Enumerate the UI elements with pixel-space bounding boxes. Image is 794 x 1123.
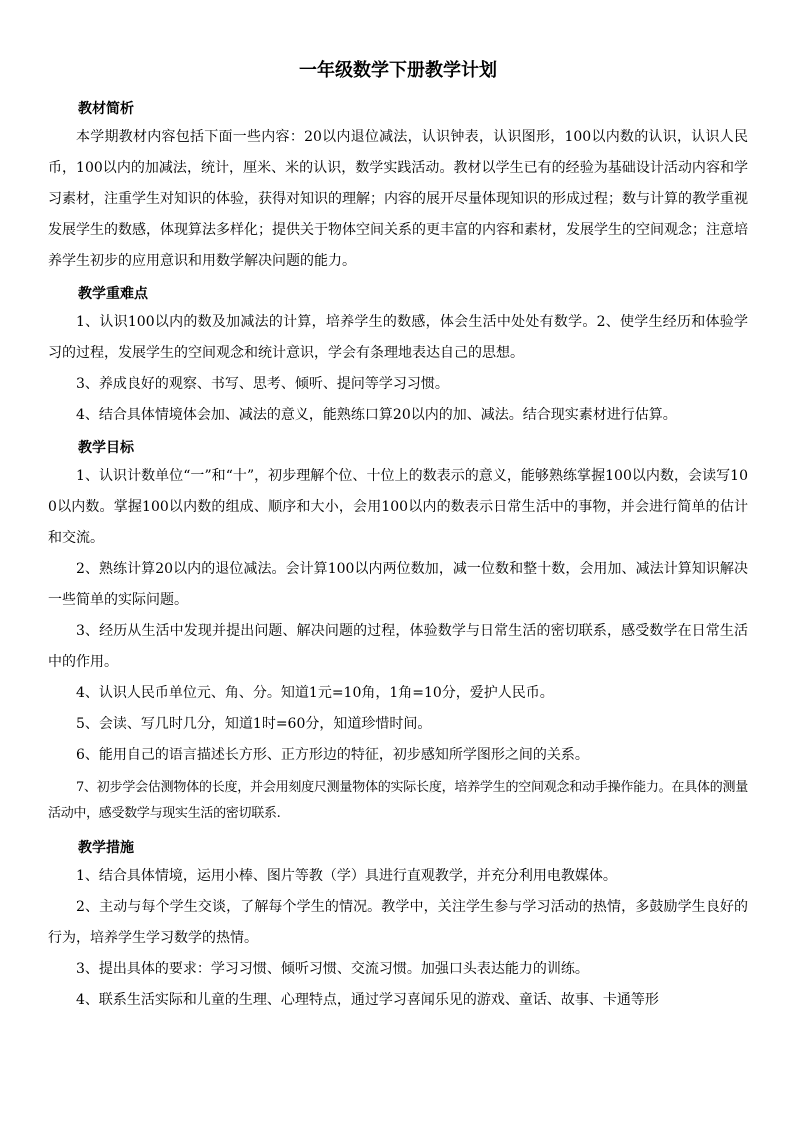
paragraph: 2、熟练计算20以内的退位减法。会计算100以内两位数加，减一位数和整十数，会用加、减法计算知识解决一些简单的实际问题。 [48,561,748,608]
paragraph: 2、主动与每个学生交谈，了解每个学生的情况。教学中，关注学生参与学习活动的热情，多鼓励学生良好的行为，培养学生学习数学的热情。 [48,899,748,946]
section-teaching-measures [48,835,748,1016]
document-title: 一年级数学下册教学计划 [299,60,497,81]
paragraph: 4、认识人民币单位元、角、分。知道1元=10角，1角=10分，爱护人民币。 [76,685,554,701]
section-teaching-goals [48,435,748,827]
paragraph: 6、能用自己的语言描述长方形、正方形边的特征，初步感知所学图形之间的关系。 [76,747,589,763]
section-heading: 教学目标 [78,440,134,456]
paragraph: 3、经历从生活中发现并提出问题、解决问题的过程，体验数学与日常生活的密切联系，感受数学在日常生活中的作用。 [48,623,748,670]
paragraph: 7、初步学会估测物体的长度，并会用刻度尺测量物体的实际长度，培养学生的空间观念和动手操作能力。在具体的测量活动中，感受数学与现实生活的密切联系. [48,780,748,821]
paragraph: 1、认识100以内的数及加减法的计算，培养学生的数感，体会生活中处处有数学。2、使学生经历和体验学习的过程，发展学生的空间观念和统计意识，学会有条理地表达自己的思想。 [48,314,748,361]
paragraph: 1、认识计数单位“一”和“十”，初步理解个位、十位上的数表示的意义，能够熟练掌握100以内数，会读写100以内数。掌握100以内数的组成、顺序和大小，会用100以内的数表示日常生活中的事物，并会进行简单的估计和交流。 [48,468,748,546]
paragraph: 4、联系生活实际和儿童的生理、心理特点，通过学习喜闻乐见的游戏、童话、故事、卡通等形 [76,992,659,1008]
section-key-difficulties [48,281,748,431]
section-heading: 教学措施 [78,840,134,856]
document-page [48,56,748,1016]
section-textbook-analysis [48,96,748,277]
paragraph: 5、会读、写几时几分，知道1时=60分，知道珍惜时间。 [76,716,432,732]
paragraph: 3、养成良好的观察、书写、思考、倾听、提问等学习习惯。 [76,376,449,392]
paragraph: 4、结合具体情境体会加、减法的意义，能熟练口算20以内的加、减法。结合现实素材进行估算。 [76,407,677,423]
section-heading: 教材简析 [78,101,134,117]
section-heading: 教学重难点 [78,286,148,302]
paragraph: 本学期教材内容包括下面一些内容：20以内退位减法，认识钟表，认识图形，100以内数的认识，认识人民币，100以内的加减法，统计，厘米、米的认识，数学实践活动。教材以学生已有的经验为基础设计活动内容和学习素材，注重学生对知识的体验，获得对知识的理解；内容的展开尽量体现知识的形成过程；数与计算的教学重视发展学生的数感，体现算法多样化；提供关于物体空间关系的更丰富的内容和素材，发展学生的空间观念；注意培养学生初步的应用意识和用数学解决问题的能力。 [48,129,748,269]
paragraph: 3、提出具体的要求：学习习惯、倾听习惯、交流习惯。加强口头表达能力的训练。 [76,961,589,977]
paragraph: 1、结合具体情境，运用小棒、图片等教（学）具进行直观教学，并充分利用电教媒体。 [76,868,617,884]
